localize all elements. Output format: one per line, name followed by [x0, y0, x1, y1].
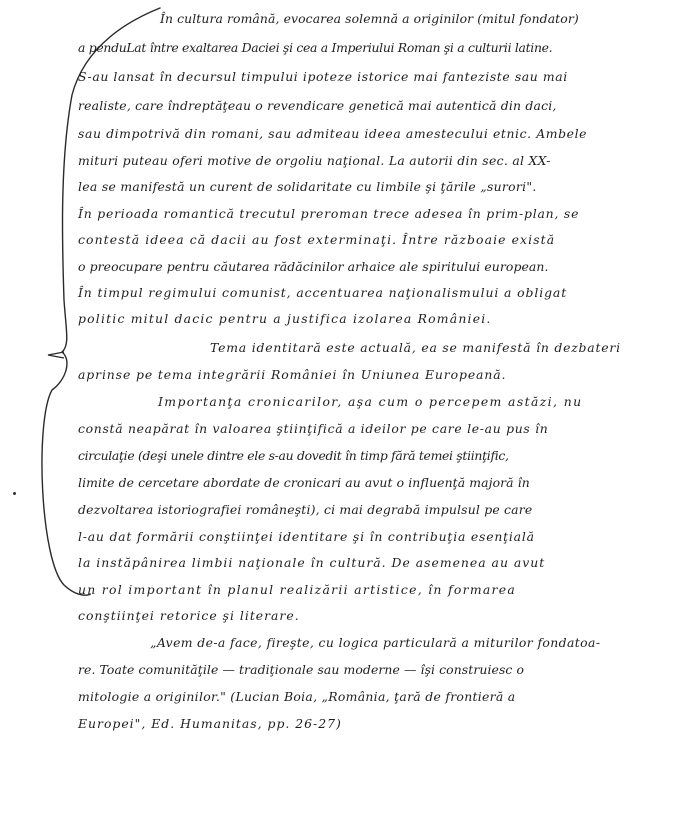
text-line: l-au dat formării conştiinţei identitare şi în contribuţia esenţială [78, 529, 535, 544]
ink-dot [13, 492, 16, 495]
text-line: constă neapărat în valoarea ştiinţifică a ideilor pe care le-au pus în [78, 421, 549, 436]
text-line: circulaţie (deşi unele dintre ele s-au dovedit în timp fără temei ştiinţific, [78, 448, 509, 463]
text-line: În perioada romantică trecutul preroman trece adesea în prim-plan, se [78, 206, 580, 221]
quote-line: re. Toate comunităţile — tradiţionale sau moderne — îşi construiesc o [78, 662, 525, 677]
text-line: Tema identitară este actuală, ea se manifestă în dezbateri [210, 340, 621, 355]
bracket-stroke [48, 352, 64, 358]
quote-line: „Avem de-a face, fireşte, cu logica particulară a miturilor fondatoa- [150, 635, 601, 650]
text-line: limite de cercetare abordate de cronicari au avut o influenţă majoră în [78, 475, 530, 490]
text-line: dezvoltarea istoriografiei româneşti), ci mai degrabă impulsul pe care [78, 502, 533, 517]
text-line: contestă ideea că dacii au fost exterminaţi. Între războaie există [78, 232, 556, 247]
quote-line: mitologie a originilor." (Lucian Boia, „România, ţară de frontieră a [78, 689, 516, 704]
text-line: lea se manifestă un curent de solidaritate cu limbile şi ţările „surori". [78, 179, 537, 194]
text-line: aprinse pe tema integrării României în Uniunea Europeană. [78, 367, 507, 382]
text-line: realiste, care îndreptăţeau o revendicare genetică mai autentică din daci, [78, 98, 557, 113]
text-line: S-au lansat în decursul timpului ipoteze istorice mai fanteziste sau mai [78, 69, 568, 84]
text-line: În timpul regimului comunist, accentuarea naţionalismului a obligat [78, 285, 568, 300]
text-line: la instăpânirea limbii naţionale în cultură. De asemenea au avut [78, 555, 546, 570]
text-line: conştiinţei retorice şi literare. [78, 608, 300, 623]
quote-line: Europei", Ed. Humanitas, pp. 26-27) [78, 716, 342, 731]
text-line: politic mitul dacic pentru a justifica izolarea României. [78, 311, 492, 326]
text-line: un rol important în planul realizării artistice, în formarea [78, 582, 517, 597]
text-line: a penduLat între exaltarea Daciei şi cea a Imperiului Roman şi a culturii latine. [78, 40, 553, 55]
text-line: Importanţa cronicarilor, aşa cum o percepem astăzi, nu [158, 394, 583, 409]
text-line: o preocupare pentru căutarea rădăcinilor arhaice ale spiritului european. [78, 259, 549, 274]
text-line: sau dimpotrivă din romani, sau admiteau ideea amestecului etnic. Ambele [78, 126, 588, 141]
text-line: mituri puteau oferi motive de orgoliu naţional. La autorii din sec. al XX- [78, 153, 551, 168]
text-line: În cultura română, evocarea solemnă a originilor (mitul fondator) [160, 11, 579, 26]
